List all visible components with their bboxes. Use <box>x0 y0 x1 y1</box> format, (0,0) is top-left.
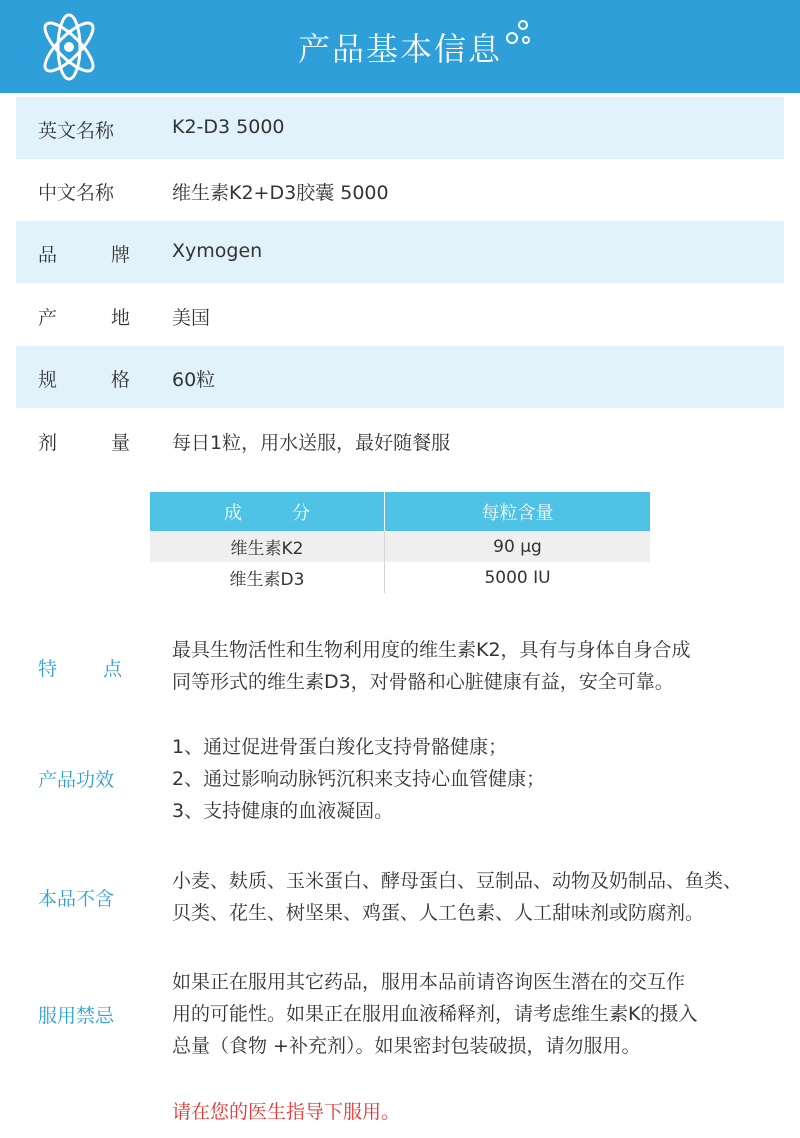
row-value: K2-D3 5000 <box>172 116 285 138</box>
header-amount: 每粒含量 <box>481 502 554 524</box>
row-value: Xymogen <box>172 240 263 262</box>
info-row-spec <box>16 346 784 408</box>
section-text: 最具生物活性和生物利用度的维生素K2，具有与身体自身合成 同等形式的维生素D3，对骨骼和心脏健康有益，安全可靠。 <box>172 639 691 693</box>
section-label: 特 点 <box>38 658 122 680</box>
page-title: 产品基本信息 <box>297 30 502 68</box>
info-row-brand <box>16 221 784 283</box>
section-label: 本品不含 <box>38 888 115 910</box>
row-value: 每日1粒，用水送服，最好随餐服 <box>172 432 451 454</box>
section-text: 如果正在服用其它药品，服用本品前请咨询医生潜在的交互作 用的可能性。如果正在服用血液稀释剂，请考虑维生素K的摄入 总量（食物 +补充剂）。如果密封包装破损，请勿服用。 <box>172 971 698 1057</box>
section-label: 产品功效 <box>38 769 115 791</box>
row-label: 中文名称 <box>38 182 115 204</box>
warning-text: 请在您的医生指导下服用。 <box>172 1101 401 1123</box>
ingredient-name: 维生素D3 <box>150 562 385 593</box>
info-row-origin <box>16 284 784 346</box>
row-label: 规 格 <box>38 369 130 391</box>
ingredient-name: 维生素K2 <box>150 531 385 562</box>
info-row-chinese-name <box>16 159 784 221</box>
ingredients-table <box>150 492 650 593</box>
section-text: 小麦、麸质、玉米蛋白、酵母蛋白、豆制品、动物及奶制品、鱼类、 贝类、花生、树坚果、鸡蛋、人工色素、人工甜味剂或防腐剂。 <box>172 870 743 924</box>
info-row-dosage <box>16 409 784 471</box>
info-row-english-name <box>16 97 784 159</box>
section-text: 1、通过促进骨蛋白羧化支持骨骼健康； 2、通过影响动脉钙沉积来支持心血管健康； 3、支持健康的血液凝固。 <box>172 736 546 822</box>
row-value: 维生素K2+D3胶囊 5000 <box>172 182 389 204</box>
header-bar <box>0 0 800 93</box>
row-label: 产 地 <box>38 307 130 329</box>
section-label: 服用禁忌 <box>38 1005 115 1027</box>
table-header <box>150 492 650 531</box>
table-row <box>150 531 650 562</box>
row-label: 剂 量 <box>38 432 130 454</box>
ingredient-amount: 5000 IU <box>484 567 551 588</box>
header-ingredient: 成 分 <box>150 492 385 531</box>
molecule-icon <box>503 18 533 48</box>
row-label: 品 牌 <box>38 244 130 266</box>
row-label: 英文名称 <box>38 120 115 142</box>
table-row <box>150 562 650 593</box>
row-value: 美国 <box>172 307 211 329</box>
row-value: 60粒 <box>172 369 216 391</box>
ingredient-amount: 90 μg <box>493 536 542 557</box>
